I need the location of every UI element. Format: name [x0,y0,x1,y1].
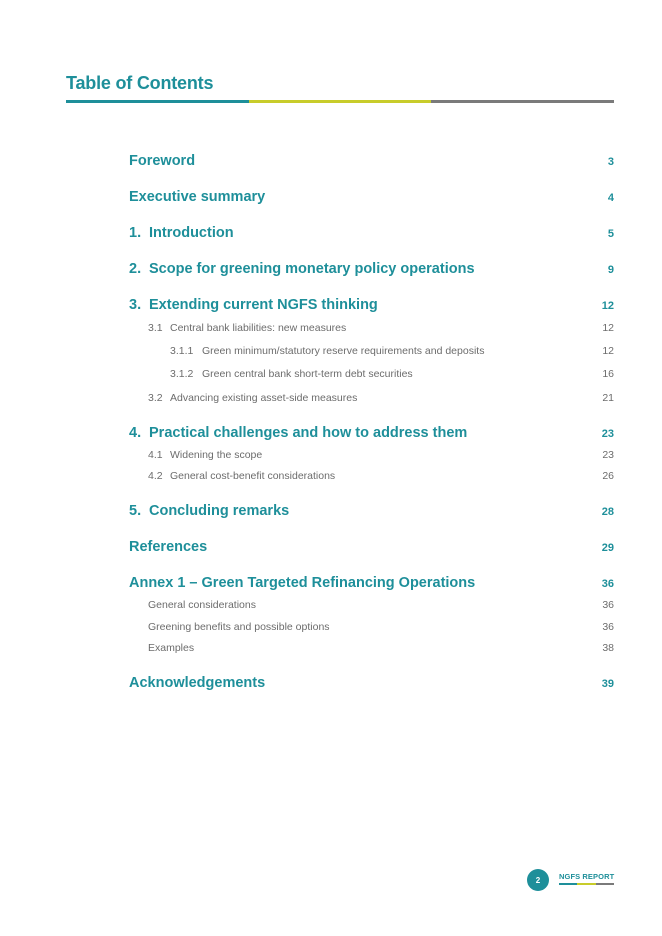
toc-entry-page: 39 [601,678,614,690]
toc-entry-label: Widening the scope [170,449,263,461]
toc-entry-title [129,297,378,313]
toc-entry-executive-summary[interactable] [129,189,614,205]
toc-entry-acknowledgements[interactable] [129,675,614,691]
toc-entry-title [148,449,262,461]
toc-entry-label: Extending current NGFS thinking [149,297,378,313]
toc-entry-greening-benefits[interactable] [129,621,614,633]
toc-entry-number: 3.1.1 [170,345,194,357]
toc-entry-number: 3.1.2 [170,368,194,380]
toc-entry-label: Annex 1 – Green Targeted Refinancing Operations [129,575,476,591]
toc-entry-page: 16 [602,368,614,380]
toc-entry-page: 5 [607,228,614,240]
toc-entry-label: Acknowledgements [129,675,266,691]
toc-entry-number: 5. [129,503,142,519]
toc-entry-label: Concluding remarks [149,503,290,519]
toc-entry-label: Advancing existing asset-side measures [170,392,358,404]
toc-entry-title [129,503,289,519]
toc-entry-concluding-remarks[interactable] [129,503,614,519]
toc-entry-extending-ngfs[interactable] [129,297,614,313]
toc-entry-4-2[interactable] [129,470,614,482]
toc-entry-page: 36 [601,578,614,590]
toc-entry-page: 3 [607,156,614,168]
footer-rule-lime-segment [577,883,595,885]
toc-entry-3-2[interactable] [129,392,614,404]
toc-entry-page: 29 [601,542,614,554]
toc-entry-page: 23 [602,449,614,461]
toc-entry-page: 12 [602,345,614,357]
toc-entry-page: 4 [607,192,614,204]
toc-entry-title [170,345,484,357]
toc-entry-label: Executive summary [129,189,266,205]
toc-entry-number: 4. [129,425,142,441]
toc-entry-label: Foreword [129,153,196,169]
toc-entry-title [148,470,335,482]
toc-entry-foreword[interactable] [129,153,614,169]
page-number-badge: 2 [527,869,549,891]
toc-entry-title [129,675,265,691]
toc-entry-number: 1. [129,225,142,241]
toc-entry-title [170,368,413,380]
toc-entry-title [148,392,357,404]
toc-entry-title [148,599,256,611]
toc-entry-title [148,322,346,334]
toc-entry-label: Green minimum/statutory reserve requirements and deposits [202,345,485,357]
footer-rule [559,883,614,885]
toc-entry-number: 4.1 [148,449,163,461]
toc-entry-title [129,261,475,277]
toc-entry-3-1-1[interactable] [129,345,614,357]
toc-entry-annex-1[interactable] [129,575,614,591]
toc-entry-3-1[interactable] [129,322,614,334]
toc-entry-label: References [129,539,208,555]
toc-entry-page: 23 [601,428,614,440]
toc-entry-introduction[interactable] [129,225,614,241]
toc-entry-4-1[interactable] [129,449,614,461]
toc-entry-page: 21 [602,392,614,404]
table-of-contents [129,0,614,936]
toc-entry-number: 3.2 [148,392,163,404]
toc-entry-general-considerations[interactable] [129,599,614,611]
toc-entry-3-1-2[interactable] [129,368,614,380]
toc-entry-page: 12 [601,300,614,312]
toc-entry-title [148,621,330,633]
toc-entry-title [148,642,194,654]
toc-entry-title [129,539,207,555]
toc-entry-page: 38 [602,642,614,654]
footer-rule-grey-segment [596,883,614,885]
toc-entry-number: 3. [129,297,142,313]
toc-entry-label: Greening benefits and possible options [148,621,330,633]
toc-entry-scope[interactable] [129,261,614,277]
toc-entry-number: 2. [129,261,142,277]
toc-entry-title [129,575,475,591]
toc-entry-label: Examples [148,642,195,654]
toc-entry-label: Introduction [149,225,234,241]
toc-entry-title [129,153,195,169]
toc-entry-practical-challenges[interactable] [129,425,614,441]
toc-entry-label: Central bank liabilities: new measures [170,322,347,334]
toc-entry-number: 4.2 [148,470,163,482]
toc-entry-title [129,189,265,205]
page-title: Table of Contents [66,73,214,93]
toc-entry-label: Green central bank short-term debt securities [202,368,413,380]
toc-entry-page: 36 [602,621,614,633]
toc-entry-label: Scope for greening monetary policy operations [149,261,475,277]
toc-entry-page: 36 [602,599,614,611]
report-label: NGFS REPORT [559,872,615,881]
toc-entry-label: Practical challenges and how to address them [149,425,468,441]
toc-entry-number: 3.1 [148,322,163,334]
toc-entry-label: General considerations [148,599,256,611]
toc-entry-page: 26 [602,470,614,482]
toc-entry-title [129,225,234,241]
toc-entry-page: 12 [602,322,614,334]
toc-entry-examples[interactable] [129,642,614,654]
toc-entry-label: General cost-benefit considerations [170,470,336,482]
toc-entry-title [129,425,467,441]
footer-rule-teal-segment [559,883,577,885]
toc-entry-page: 9 [607,264,614,276]
toc-entry-page: 28 [601,506,614,518]
toc-entry-references[interactable] [129,539,614,555]
